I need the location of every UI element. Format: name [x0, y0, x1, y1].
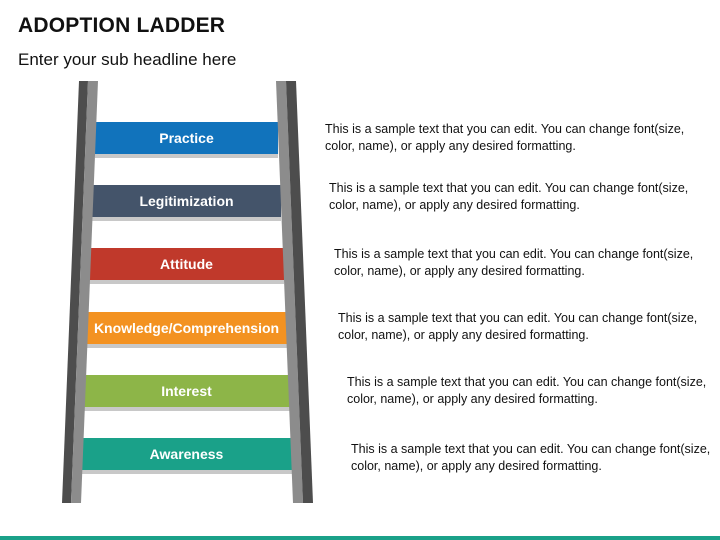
- rung-label: Attitude: [160, 256, 213, 272]
- rung-label: Legitimization: [139, 193, 234, 209]
- step-description: This is a sample text that you can edit. You can change font(size, color, name), or apply any desired formatting.: [351, 442, 711, 473]
- step-description: This is a sample text that you can edit. You can change font(size, color, name), or apply any desired formatting.: [338, 311, 698, 342]
- rung-label: Awareness: [149, 446, 224, 462]
- step-description: This is a sample text that you can edit. You can change font(size, color, name), or apply any desired formatting.: [347, 375, 707, 406]
- rung-label: Practice: [159, 130, 214, 146]
- step-description: This is a sample text that you can edit. You can change font(size, color, name), or apply any desired formatting.: [334, 247, 694, 278]
- bottom-accent-bar: [0, 536, 720, 540]
- step-description: This is a sample text that you can edit. You can change font(size, color, name), or apply any desired formatting.: [329, 181, 689, 212]
- rung-label: Interest: [161, 383, 212, 399]
- page-title: ADOPTION LADDER: [18, 14, 226, 37]
- step-description: This is a sample text that you can edit. You can change font(size, color, name), or apply any desired formatting.: [325, 122, 685, 153]
- rung-label: Knowledge/Comprehension: [93, 320, 280, 336]
- page-subtitle: Enter your sub headline here: [18, 50, 237, 69]
